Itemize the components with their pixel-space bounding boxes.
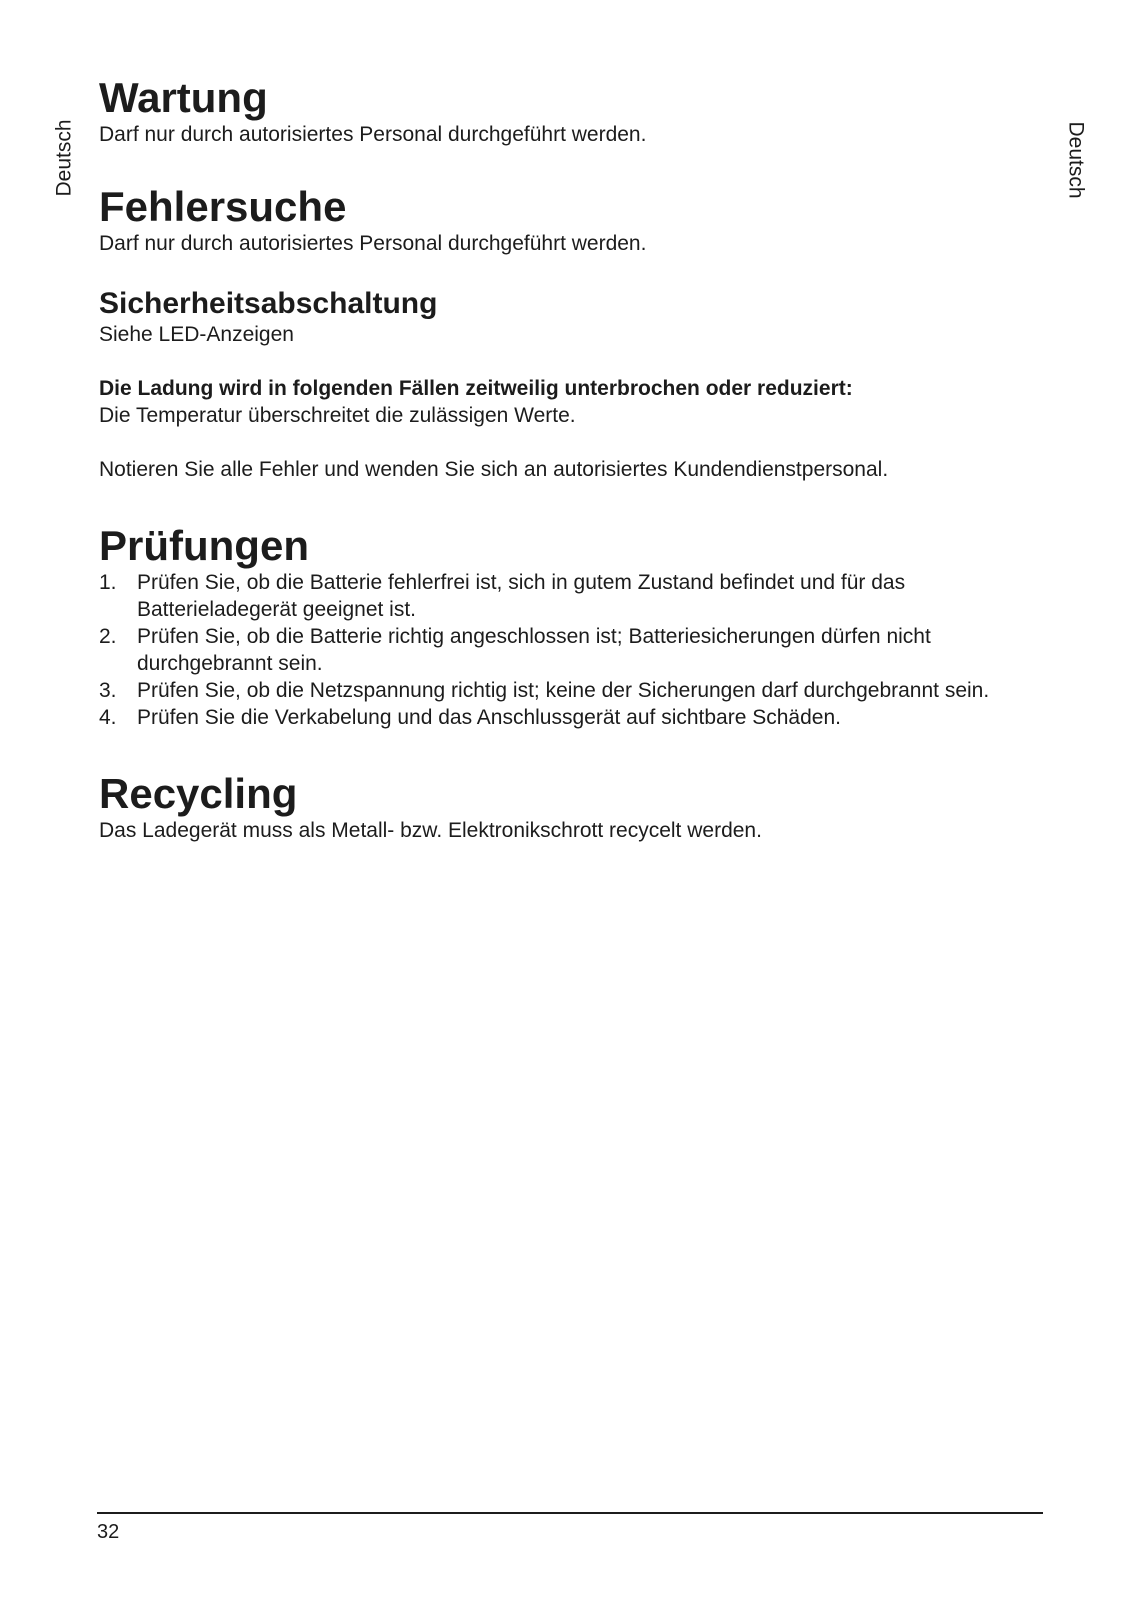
page-content: [99, 75, 1039, 844]
language-label-right: Deutsch: [1064, 121, 1088, 199]
section-fehlersuche: [99, 184, 1039, 483]
page-number: 32: [97, 1521, 120, 1543]
wartung-text: Darf nur durch autorisiertes Personal durchgeführt werden.: [99, 123, 647, 146]
heading-sicherheitsabschaltung: Sicherheitsabschaltung: [99, 287, 438, 320]
list-item-number: 1.: [99, 571, 117, 594]
list-item: [99, 569, 1039, 623]
list-item-text: Prüfen Sie die Verkabelung und das Anschlussgerät auf sichtbare Schäden.: [137, 706, 841, 729]
list-item-number: 3.: [99, 679, 117, 702]
checks-list: [99, 569, 1039, 731]
list-item-number: 4.: [99, 706, 117, 729]
section-recycling: [99, 771, 1039, 844]
recycling-text: Das Ladegerät muss als Metall- bzw. Elektronikschrott recycelt werden.: [99, 819, 762, 842]
list-item: [99, 623, 1039, 677]
heading-wartung: Wartung: [99, 74, 268, 121]
list-item: [99, 677, 1039, 704]
subsection-sicherheitsabschaltung: [99, 287, 1039, 483]
list-item: [99, 704, 1039, 731]
footer-divider: [97, 1512, 1043, 1514]
list-item-text: Prüfen Sie, ob die Batterie fehlerfrei ist, sich in gutem Zustand befindet und für das Batterieladegerät geeignet ist.: [137, 571, 906, 621]
fehlersuche-text: Darf nur durch autorisiertes Personal durchgeführt werden.: [99, 232, 647, 255]
section-wartung: [99, 75, 1039, 148]
interruption-conditions-text: Die Ladung wird in folgenden Fällen zeitweilig unterbrochen oder reduziert:: [99, 377, 853, 400]
heading-fehlersuche: Fehlersuche: [99, 183, 347, 230]
list-item-text: Prüfen Sie, ob die Netzspannung richtig ist; keine der Sicherungen darf durchgebrannt sein.: [137, 679, 990, 702]
heading-recycling: Recycling: [99, 770, 298, 817]
language-label-left: Deutsch: [52, 119, 76, 197]
sicherheitsabschaltung-text: Siehe LED-Anzeigen: [99, 323, 294, 346]
temperature-text: Die Temperatur überschreitet die zulässigen Werte.: [99, 404, 576, 427]
section-pruefungen: [99, 523, 1039, 731]
note-errors-text: Notieren Sie alle Fehler und wenden Sie sich an autorisiertes Kundendienstpersonal.: [99, 458, 889, 481]
heading-pruefungen: Prüfungen: [99, 522, 309, 569]
list-item-number: 2.: [99, 625, 117, 648]
list-item-text: Prüfen Sie, ob die Batterie richtig angeschlossen ist; Batteriesicherungen dürfen nicht durchgebrannt sein.: [137, 625, 931, 675]
